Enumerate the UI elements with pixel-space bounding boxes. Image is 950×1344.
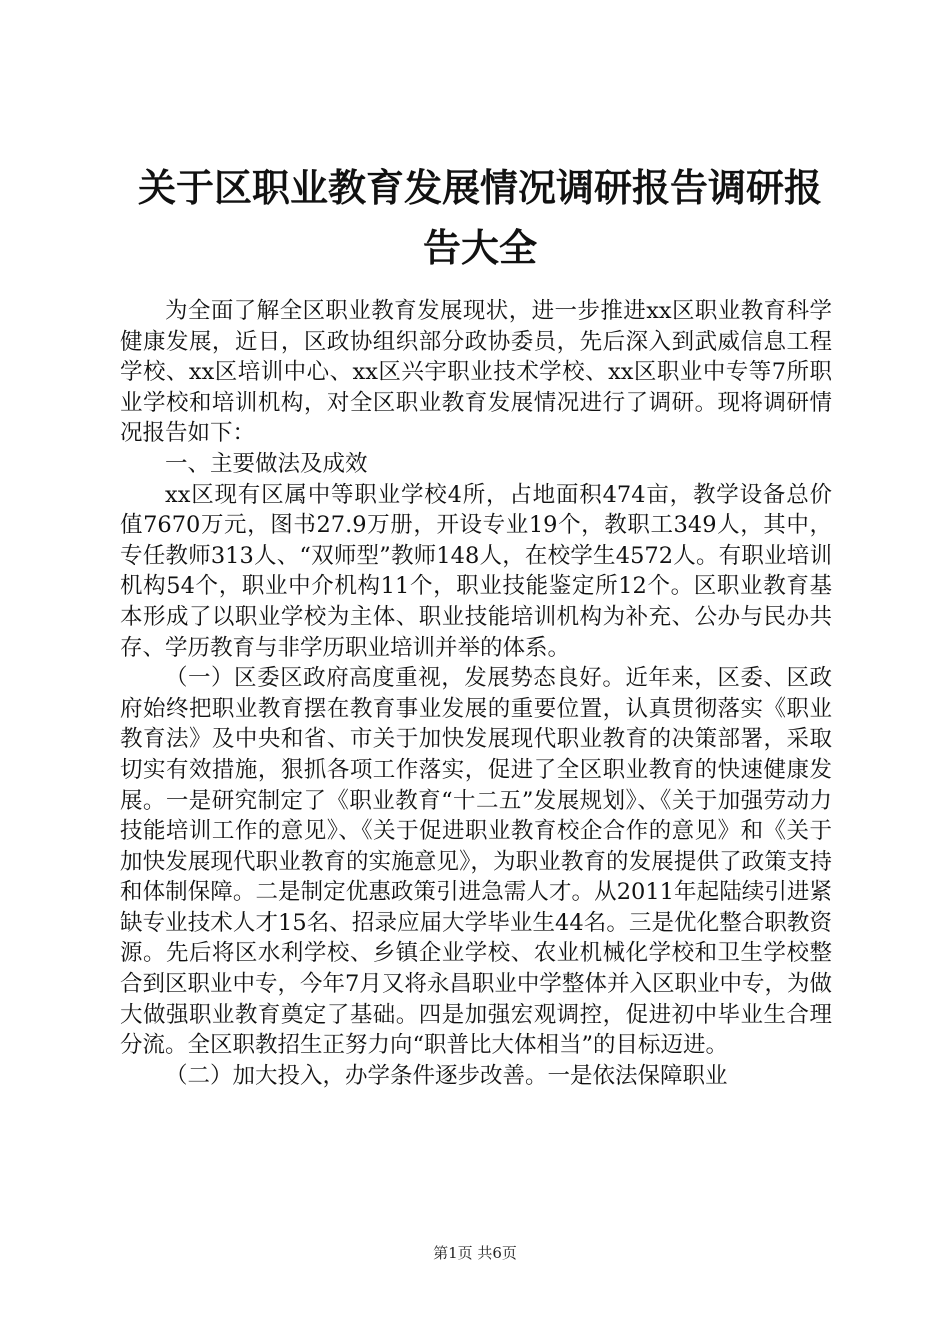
document-body [120,296,832,1091]
paragraph-subsection-2: （二）加大投入，办学条件逐步改善。一是依法保障职业 [165,1062,728,1089]
page-footer: 第1页 共6页 [433,1244,517,1262]
paragraph-intro: 为全面了解全区职业教育发展现状，进一步推进xx区职业教育科学健康发展，近日，区政协组织部分政协委员，先后深入到武威信息工程学校、xx区培训中心、xx区兴宇职业技术学校、xx区职业中专等7所职业学校和培训机构，对全区职业教育发展情况进行了调研。现将调研情况报告如下： [120,298,832,447]
paragraph-overview: xx区现有区属中等职业学校4所，占地面积474亩，教学设备总价值7670万元，图书27.9万册，开设专业19个，教职工349人，其中，专任教师313人、“双师型”教师148人，在校学生4572人。有职业培训机构54个，职业中介机构11个，职业技能鉴定所12个。区职业教育基本形成了以职业学校为主体、职业技能培训机构为补充、公办与民办共存、学历教育与非学历职业培训并举的体系。 [120,481,832,661]
section-heading-1: 一、主要做法及成效 [165,450,368,477]
document-title: 关于区职业教育发展情况调研报告调研报告大全 [137,166,822,270]
paragraph-subsection-1: （一）区委区政府高度重视，发展势态良好。近年来，区委、区政府始终把职业教育摆在教育事业发展的重要位置，认真贯彻落实《职业教育法》及中央和省、市关于加快发展现代职业教育的决策部署，采取切实有效措施，狠抓各项工作落实，促进了全区职业教育的快速健康发展。一是研究制定了《职业教育“十二五”发展规划》、《关于加强劳动力技能培训工作的意见》、《关于促进职业教育校企合作的意见》和《关于加快发展现代职业教育的实施意见》，为职业教育的发展提供了政策支持和体制保障。二是制定优惠政策引进急需人才。从2011年起陆续引进紧缺专业技术人才15名、招录应届大学毕业生44名。三是优化整合职教资源。先后将区水利学校、乡镇企业学校、农业机械化学校和卫生学校整合到区职业中专，今年7月又将永昌职业中学整体并入区职业中专，为做大做强职业教育奠定了基础。四是加强宏观调控，促进初中毕业生合理分流。全区职教招生正努力向“职普比大体相当”的目标迈进。 [120,665,832,1059]
